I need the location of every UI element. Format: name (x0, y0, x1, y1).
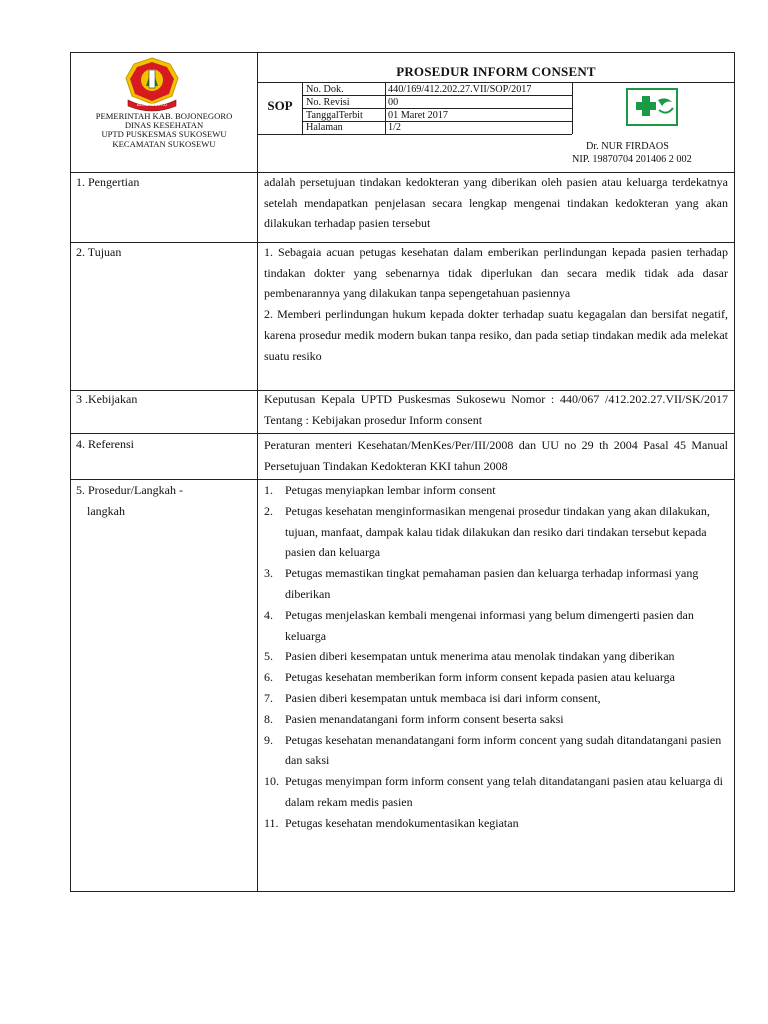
section-label-prosedur-cont: langkah (87, 504, 125, 518)
procedure-step (264, 480, 730, 501)
step-text: Pasien diberi kesempatan untuk menerima atau menolak tindakan yang diberikan (285, 649, 675, 664)
section-label-prosedur: 5. Prosedur/Langkah - (76, 483, 183, 497)
procedure-step (264, 563, 730, 605)
info-bottom-line (257, 134, 572, 135)
referensi-paragraph: Peraturan menteri Kesehatan/MenKes/Per/III/2008 dan UU no 29 th 2004 Pasal 45 Manual Persetujuan Tindakan Kedokteran KKI tahun 2008 (264, 438, 728, 473)
step-text: Petugas menjelaskan kembali mengenai informasi yang belum dimengerti pasien dan keluarga (285, 607, 694, 643)
procedure-step (264, 501, 730, 563)
institution-line-3: UPTD PUSKESMAS SUKOSEWU (101, 129, 227, 140)
section-label-referensi: 4. Referensi (76, 437, 134, 451)
procedure-step (264, 771, 730, 813)
procedure-step (264, 730, 730, 772)
procedure-step (264, 709, 730, 730)
logo-ribbon-text: BOJONEGORO (136, 102, 168, 107)
row-divider-3 (70, 433, 735, 434)
step-number: 4. (264, 607, 273, 622)
step-number: 11. (264, 815, 279, 830)
step-text: Petugas menyimpan form inform consent yang telah ditandatangani pasien atau keluarga di dalam rekam medis pasien (285, 774, 723, 809)
revision-value: 00 (388, 97, 399, 108)
issue-date-label: TanggalTerbit (306, 110, 363, 121)
signatory-nip: NIP. 19870704 201406 2 002 (572, 154, 692, 165)
procedure-step (264, 646, 730, 667)
step-text: Petugas kesehatan menginformasikan mengenai prosedur tindakan yang akan dilakukan, tujuan, manfaat, dampak kalau tidak dilakukan dan resiko dari tindakan tersebut kepada pasien dan keluarga (285, 503, 710, 560)
issue-date-value: 01 Maret 2017 (388, 110, 448, 121)
step-number: 5. (264, 649, 273, 664)
signatory-name: Dr. NUR FIRDAOS (586, 141, 669, 152)
page-value: 1/2 (388, 122, 402, 133)
info-value-divider (572, 82, 573, 134)
institution-name (71, 112, 257, 149)
step-text: Petugas kesehatan memberikan form inform consent kepada pasien atau keluarga (285, 670, 675, 685)
section-label-kebijakan: 3 .Kebijakan (76, 392, 138, 406)
step-text: Petugas kesehatan menandatangani form inform concent yang sudah ditandatangani pasien dan saksi (285, 732, 722, 768)
step-number: 6. (264, 670, 273, 685)
step-text: Pasien diberi kesempatan untuk membaca isi dari inform consent, (285, 690, 601, 705)
procedure-step (264, 688, 730, 709)
section-text-pengertian (264, 172, 728, 234)
procedure-steps-list (264, 480, 730, 834)
tujuan-paragraph-1: 1. Sebagaia acuan petugas kesehatan dalam emberikan perlindungan kepada pasien terhadap tindakan dokter yang sebenarnya tidak diperlukan dan secara medik tidak ada dasar pembenarannya yang dilakukan tanpa sepengetahuan pasiennya (264, 245, 728, 301)
kebijakan-paragraph: Keputusan Kepala UPTD Puskesmas Sukosewu Nomor : 440/067 /412.202.27.VII/SK/2017 Tentang : Kebijakan prosedur Inform consent (264, 392, 728, 427)
step-number: 10. (264, 774, 279, 789)
procedure-step (264, 667, 730, 688)
sop-label: SOP (267, 98, 293, 113)
step-number: 7. (264, 690, 273, 705)
section-label-tujuan: 2. Tujuan (76, 245, 122, 259)
procedure-step (264, 813, 730, 834)
doc-number-label: No. Dok. (306, 84, 344, 95)
revision-label: No. Revisi (306, 97, 350, 108)
institution-line-4: KECAMATAN SUKOSEWU (112, 138, 216, 149)
puskesmas-logo (626, 88, 678, 126)
pengertian-paragraph: adalah persetujuan tindakan kedokteran yang diberikan oleh pasien atau keluarga terdekatnya setelah mendapatkan penjelasan secara lengkap mengenai tindakan kedokteran yang akan dilakukan terhadap pasien tersebut (264, 175, 728, 231)
step-text: Pasien menandatangani form inform consent beserta saksi (285, 711, 564, 726)
step-number: 2. (264, 503, 273, 518)
section-text-referensi (264, 435, 728, 476)
page-label: Halaman (306, 122, 343, 133)
procedure-step (264, 605, 730, 647)
step-number: 8. (264, 711, 273, 726)
step-text: Petugas memastikan tingkat pemahaman pasien dan keluarga terhadap informasi yang diberikan (285, 566, 699, 601)
tujuan-paragraph-2: 2. Memberi perlindungan hukum kepada dokter terhadap suatu kegagalan dan bersifat negatif, karena prosedur medik modern bukan tanpa resiko, dan pada setiap tindakan medik ada melekat suatu resiko (264, 307, 728, 363)
column-divider (257, 52, 258, 892)
institution-line-1: PEMERINTAH KAB. BOJONEGORO (95, 111, 233, 121)
step-text: Petugas kesehatan mendokumentasikan kegiatan (285, 815, 519, 830)
bojonegoro-emblem-logo (118, 56, 186, 112)
section-text-tujuan (264, 242, 728, 366)
step-number: 9. (264, 732, 273, 747)
step-number: 1. (264, 483, 273, 497)
step-number: 3. (264, 566, 273, 581)
step-text: Petugas menyiapkan lembar inform consent (285, 483, 496, 497)
document-title: PROSEDUR INFORM CONSENT (396, 64, 596, 79)
section-text-kebijakan (264, 389, 728, 430)
doc-number-value: 440/169/412.202.27.VII/SOP/2017 (388, 84, 532, 95)
section-label-pengertian: 1. Pengertian (76, 175, 140, 189)
institution-line-2: DINAS KESEHATAN (124, 120, 204, 131)
